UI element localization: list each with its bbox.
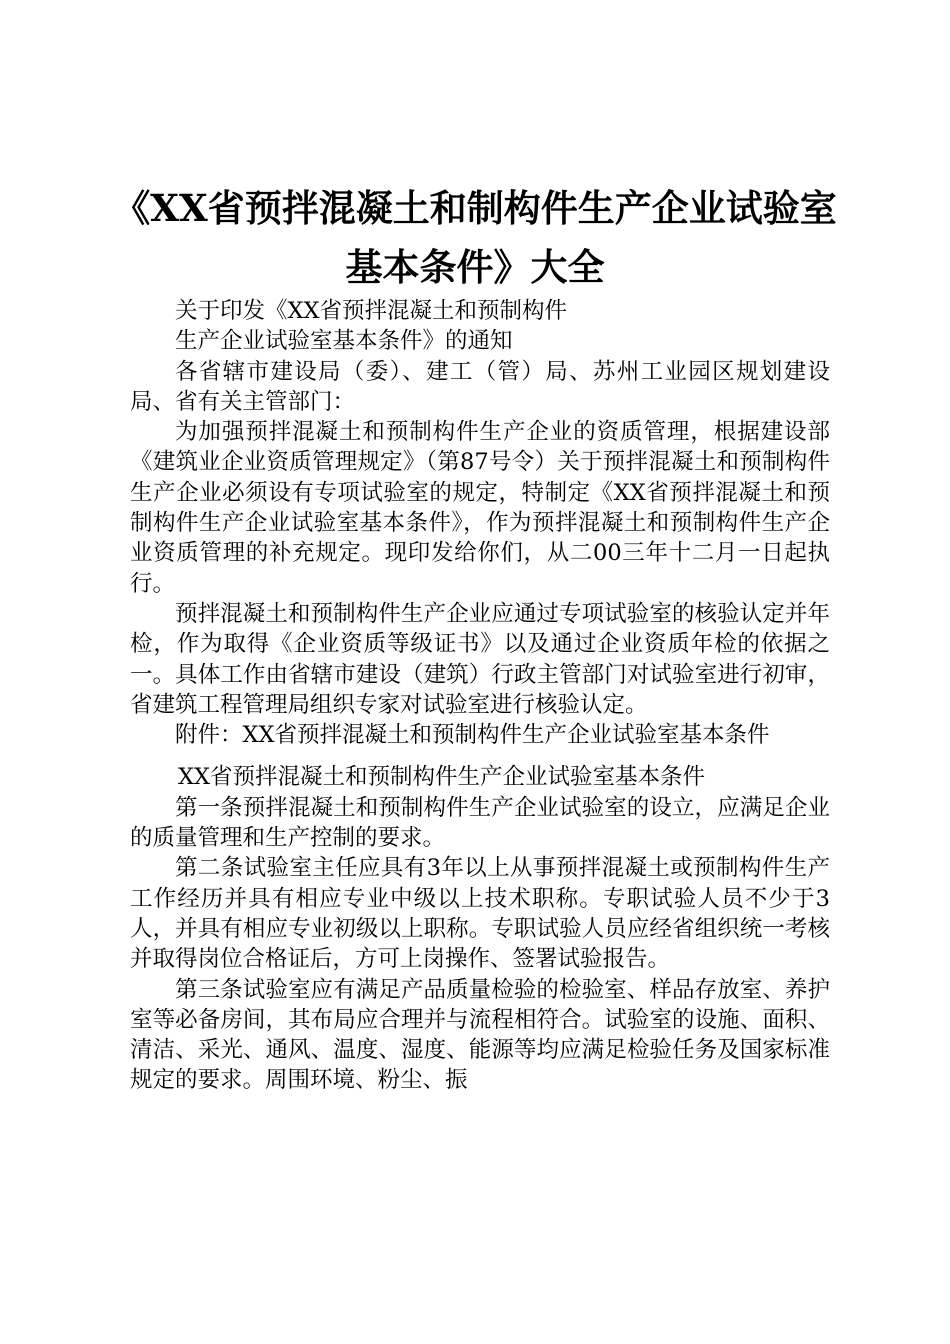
article-3: 第三条试验室应有满足产品质量检验的检验室、样品存放室、养护室等必备房间，其布局应合理并与流程相符合。试验室的设施、面积、清洁、采光、通风、温度、湿度、能源等均应满足检验任务及国家标准规定的要求。周围环境、粉尘、振	[130, 976, 830, 1094]
notice-heading-line-1: 关于印发《XX省预拌混凝土和预制构件	[175, 298, 568, 324]
document-title-line-2: 基本条件》大全	[345, 245, 605, 289]
attachment-line: 附件：XX省预拌混凝土和预制构件生产企业试验室基本条件	[175, 722, 770, 749]
notice-heading-line-2: 生产企业试验室基本条件》的通知	[175, 328, 513, 355]
paragraph-1: 为加强预拌混凝土和预制构件生产企业的资质管理，根据建设部《建筑业企业资质管理规定》（第87号令）关于预拌混凝土和预制构件生产企业必须设有专项试验室的规定，特制定《XX省预拌混凝土和预制构件生产企业试验室基本条件》，作为预拌混凝土和预制构件生产企业资质管理的补充规定。现印发给你们，从二00三年十二月一日起执行。	[130, 419, 830, 597]
document-title-line-1: 《XX省预拌混凝土和制构件生产企业试验室	[113, 186, 837, 230]
paragraph-2: 预拌混凝土和预制构件生产企业应通过专项试验室的核验认定并年检，作为取得《企业资质等级证书》以及通过企业资质年检的依据之一。具体工作由省辖市建设（建筑）行政主管部门对试验室进行初审，省建筑工程管理局组织专家对试验室进行核验认定。	[130, 600, 830, 718]
article-2: 第二条试验室主任应具有3年以上从事预拌混凝土或预制构件生产工作经历并具有相应专业中级以上技术职称。专职试验人员不少于3人，并具有相应专业初级以上职称。专职试验人员应经省组织统一考核并取得岗位合格证后，方可上岗操作、签署试验报告。	[130, 855, 830, 973]
article-1: 第一条预拌混凝土和预制构件生产企业试验室的设立，应满足企业的质量管理和生产控制的要求。	[130, 794, 830, 852]
addressees-paragraph: 各省辖市建设局（委）、建工（管）局、苏州工业园区规划建设局、省有关主管部门：	[130, 358, 830, 415]
attachment-title: XX省预拌混凝土和预制构件生产企业试验室基本条件	[178, 764, 706, 791]
document-body	[130, 296, 830, 1096]
